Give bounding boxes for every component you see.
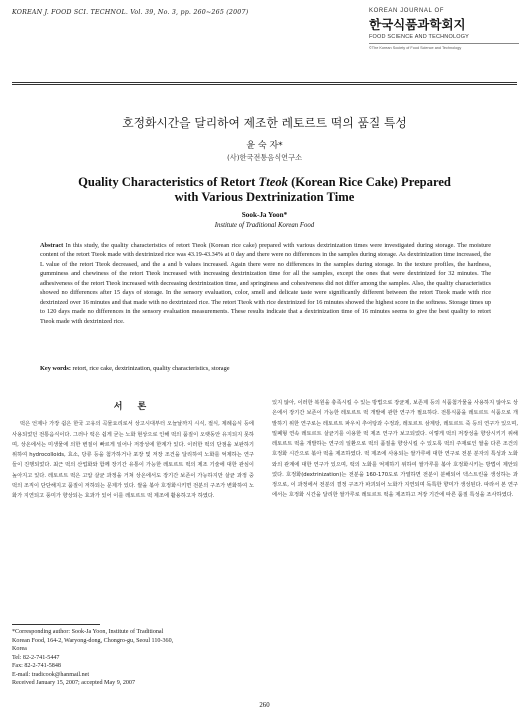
abstract xyxy=(40,241,491,326)
keywords xyxy=(40,365,491,372)
footnote-line: *Corresponding author: Sook-Ja Yoon, Institute of Traditional xyxy=(12,629,164,635)
footnote xyxy=(12,628,257,688)
english-author: Sook-Ja Yoon* xyxy=(241,211,288,219)
english-title-part1: Quality Characteristics of Retort xyxy=(78,175,256,189)
page-number: 260 xyxy=(259,702,270,709)
footnote-line: E-mail: tradicook@hanmail.net xyxy=(12,671,90,678)
journal-copyright: ©The Korean Society of Food Science and Technology xyxy=(369,43,519,50)
footnote-line: Fax: 82-2-741-5848 xyxy=(12,663,61,669)
abstract-text: In this study, the quality characteristics of retort Tteok (Korean rice cake) prepared with various dextrinization times were investigated during storage. The moisture content of the retort Tteok made with dextrinized rice was 43.19-43.34% at 0 day and there were no differences in the samples during storage. As dextrinization time increased, the L value of the retort Tteok decreased, and the a and b values increased. Again there were no differences in the samples during storage. In the texture profiles, the hardness, gumminess and chewiness of the retort Tteok increased with increasing dextrinization time for all the samples, except the ones that were dextrinized for 32 minutes. The adhesiveness of the retort Tteok increased with decreasing dextrinization time, and springiness and cohesiveness did not differ among the samples. Also, the quality characteristics showed no differences after 15 days of storage. In the sensory evaluation, color, smell and delicate taste were significantly different between the retort Tteok made with rice dextrinized over 16 minutes and that made with no dextrinized rice. The retort Tteok with rice dextrinized for 16 minutes showed the highest score in the softness. Storage times up to 120 days made no differences in the sensory evaluation measurements. These results indicate that a dextrinization time of 16 minutes seems to give the best quality to retort Tteok made with dextrinized rice. xyxy=(40,242,491,325)
journal-subtitle: FOOD SCIENCE AND TECHNOLOGY xyxy=(369,34,470,40)
footnote-line: Korea xyxy=(12,646,27,652)
abstract-label: Abstract xyxy=(40,242,64,249)
journal-name-en: KOREAN JOURNAL OF xyxy=(369,8,444,14)
footnote-rule xyxy=(12,624,100,625)
body-column-left xyxy=(12,398,254,620)
journal-brand xyxy=(369,8,519,70)
english-title-part2: (Korean Rice Cake) Prepared xyxy=(291,175,451,189)
body-column-right xyxy=(272,398,518,688)
korean-title: 호정화시간을 달리하여 제조한 레토르트 떡의 품질 특성 xyxy=(122,116,407,130)
footnote-line: Korean Food, 164-2, Waryong-dong, Chongro-gu, Seoul 110-360, xyxy=(12,637,174,644)
korean-affiliation: (사)한국전통음식연구소 xyxy=(226,153,303,162)
english-affiliation: Institute of Traditional Korean Food xyxy=(214,222,315,229)
keywords-label: Key words: xyxy=(40,365,71,372)
header-rule xyxy=(12,82,517,83)
english-title-italic: Tteok xyxy=(258,175,288,189)
running-head: KOREAN J. FOOD SCI. TECHNOL. Vol. 39, No. 3, pp. 260~265 (2007) xyxy=(12,9,249,16)
footnote-line: Tel: 82-2-741-5447 xyxy=(12,654,60,661)
english-title-part3: with Various Dextrinization Time xyxy=(174,190,355,204)
body-paragraph-left: 떡은 언제나 가장 쉽은 한국 고유의 곡물요리로서 상고시대부터 오늘날까지 시식, 절식, 제례음식 등에 사용되었던 전통음식이다. 그러나 떡은 쉽게 굳는 노화 현상으로 인해 떡의 품질이 오랫동안 유지되지 못하며, 상온에서는 미생물에 의한 변질이 빠르게 일어나 저장성에 한계가 있다. 이러한 떡의 단점을 보완하기 위하여 hydrocolloids, 효소, 당류 등을 첨가하거나 포장 및 저장 조건을 달리하여 노화를 억제하는 연구들이 진행되었다. 최근 떡의 산업화와 함께 장기간 유통이 가능한 레토르트 떡의 제조 기술에 대한 관심이 높아지고 있다. 레토르트 떡은 고압 살균 과정을 거쳐 상온에서도 장기간 보존이 가능하지만 살균 과정 중 떡의 조직이 단단해지고 품질이 저하되는 문제가 있다. 쌀을 볶아 호정화시키면 전분의 구조가 변화하여 노화가 지연되고 풍미가 향상되는 효과가 있어 이를 레토르트 떡 제조에 활용하고자 하였다. xyxy=(12,421,254,499)
english-title xyxy=(40,175,489,205)
body-paragraph-right: 있지 않아, 이러한 복원을 충족시킬 수 있는 방법으로 장균제, 보존제 등의 식품첨가물을 사용하지 않아도 상온에서 장기간 보존이 가능한 레토르트 떡 개발에 관한 연구가 필요하다. 전통식품을 레토르트 식품으로 개발하기 위한 연구로는 레토르트 파우치 추어탕과 수정과, 레토르트 삼계탕, 레토르트 죽 등의 연구가 있으며, 밀폐형 연속 레토르트 살균기를 이용한 떡 제조 연구가 보고되었다. 이렇게 떡의 저장성을 향상시키기 위해 레토르트 떡을 개발하는 연구의 일환으로 떡의 품질을 향상시킬 수 있도록 떡의 주재료인 쌀을 다른 조건의 호정화 시간으로 볶아 떡을 제조하였다. 떡 제조에 사용되는 쌀가루에 대한 연구로 전분 분자의 특성과 노화와의 관계에 대한 연구가 있으며, 떡의 노화를 억제하기 위하여 쌀가루를 볶아 호정화시키는 방법이 제안되었다. 호정화(dextrinization)는 전분을 160-170도로 가열하면 전분이 분해되어 덱스트린을 생성하는 과정으로, 이 과정에서 전분의 결정 구조가 파괴되어 노화가 지연되며 독특한 향미가 생성된다. 따라서 본 연구에서는 호정화 시간을 달리한 쌀가루로 레토르트 떡을 제조하고 저장 기간에 따른 품질 특성을 조사하였다. xyxy=(272,400,518,499)
keywords-text: retort, rice cake, dextrinization, quality characteristics, storage xyxy=(72,365,230,372)
section-heading-introduction: 서 론 xyxy=(113,402,153,412)
footnote-line: Received January 15, 2007; accepted May 9, 2007 xyxy=(12,680,136,686)
korean-author: 윤 숙 자* xyxy=(246,141,283,151)
journal-name-kr: 한국식품과학회지 xyxy=(369,17,466,32)
header-rule-thin xyxy=(12,84,517,85)
